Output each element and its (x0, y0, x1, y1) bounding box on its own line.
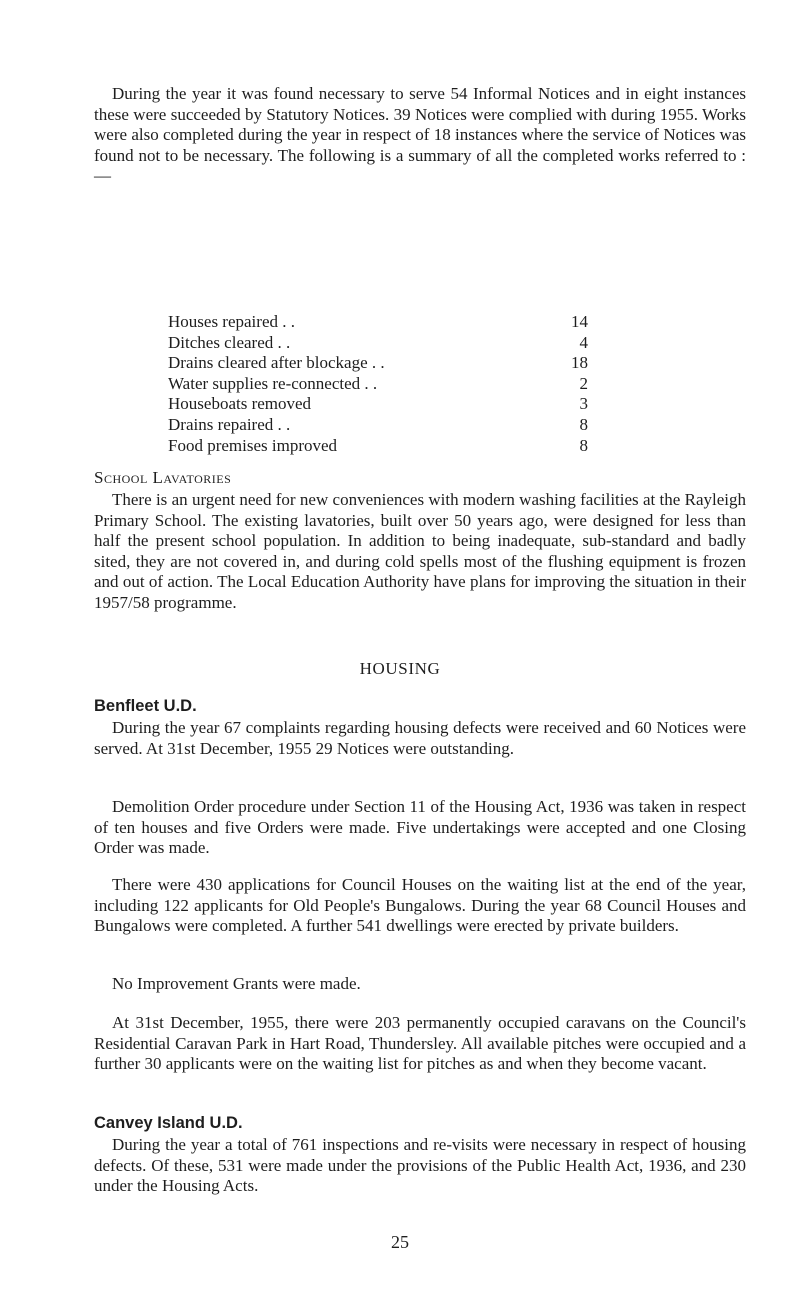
summary-label: Water supplies re-connected . . (168, 373, 378, 393)
summary-row (168, 415, 588, 436)
summary-row (168, 394, 588, 415)
summary-value: 3 (579, 394, 588, 414)
summary-list (168, 312, 588, 456)
canvey-paragraph-1: During the year a total of 761 inspections and re-visits were necessary in respect of housing defects. Of these, 531 were made under the provisions of the Public Health Act, 1936, and 230 under the Housing Acts. (94, 1135, 746, 1196)
benfleet-paragraph-4: No Improvement Grants were made. (112, 974, 361, 993)
school-lavatories-paragraph: There is an urgent need for new conveniences with modern washing facilities at the Rayleigh Primary School. The existing lavatories, built over 50 years ago, were designed for less than half the present school population. In addition to being inadequate, sub-standard and badly sited, they are not covered in, and during cold spells most of the flushing equipment is frozen and out of action. The Local Education Authority have plans for improving the situation in their 1957/58 programme. (94, 490, 746, 612)
summary-label: Houseboats removed (168, 394, 312, 414)
summary-row (168, 353, 588, 374)
summary-value: 8 (579, 435, 588, 455)
benfleet-paragraph-3: There were 430 applications for Council Houses on the waiting list at the end of the year, including 122 applicants for Old People's Bungalows. During the year 68 Council Houses and Bungalows were completed. A further 541 dwellings were erected by private builders. (94, 875, 746, 936)
summary-row (168, 333, 588, 354)
summary-label: Food premises improved (168, 435, 338, 455)
summary-value: 14 (571, 312, 588, 331)
benfleet-paragraph-2: Demolition Order procedure under Section 11 of the Housing Act, 1936 was taken in respect of ten houses and five Orders were made. Five undertakings were accepted and one Closing Order was made. (94, 797, 746, 858)
summary-value: 4 (579, 332, 588, 352)
intro-paragraph: During the year it was found necessary to serve 54 Informal Notices and in eight instances these were succeeded by Statutory Notices. 39 Notices were complied with during 1955. Works were also completed during the year in respect of 18 instances where the service of Notices was found not to be necessary. The following is a summary of all the completed works referred to :— (94, 84, 746, 186)
benfleet-heading: Benfleet U.D. (94, 697, 197, 715)
summary-value: 2 (579, 373, 588, 393)
benfleet-paragraph-5: At 31st December, 1955, there were 203 permanently occupied caravans on the Council's Residential Caravan Park in Hart Road, Thundersley. All available pitches were occupied and a further 30 applicants were on the waiting list for pitches as and when they become vacant. (94, 1013, 746, 1074)
summary-row (168, 436, 588, 457)
housing-heading: HOUSING (359, 659, 441, 678)
summary-label: Drains repaired . . (168, 414, 291, 434)
summary-value: 8 (579, 414, 588, 434)
page-number: 25 (391, 1232, 409, 1252)
summary-label: Houses repaired . . (168, 312, 295, 331)
school-lavatories-heading: School Lavatories (94, 468, 232, 487)
summary-row (168, 312, 588, 333)
summary-label: Ditches cleared . . (168, 332, 291, 352)
summary-value: 18 (571, 353, 588, 373)
summary-row (168, 374, 588, 395)
benfleet-paragraph-1: During the year 67 complaints regarding housing defects were received and 60 Notices were served. At 31st December, 1955 29 Notices were outstanding. (94, 718, 746, 758)
summary-label: Drains cleared after blockage . . (168, 353, 385, 373)
canvey-heading: Canvey Island U.D. (94, 1114, 243, 1132)
